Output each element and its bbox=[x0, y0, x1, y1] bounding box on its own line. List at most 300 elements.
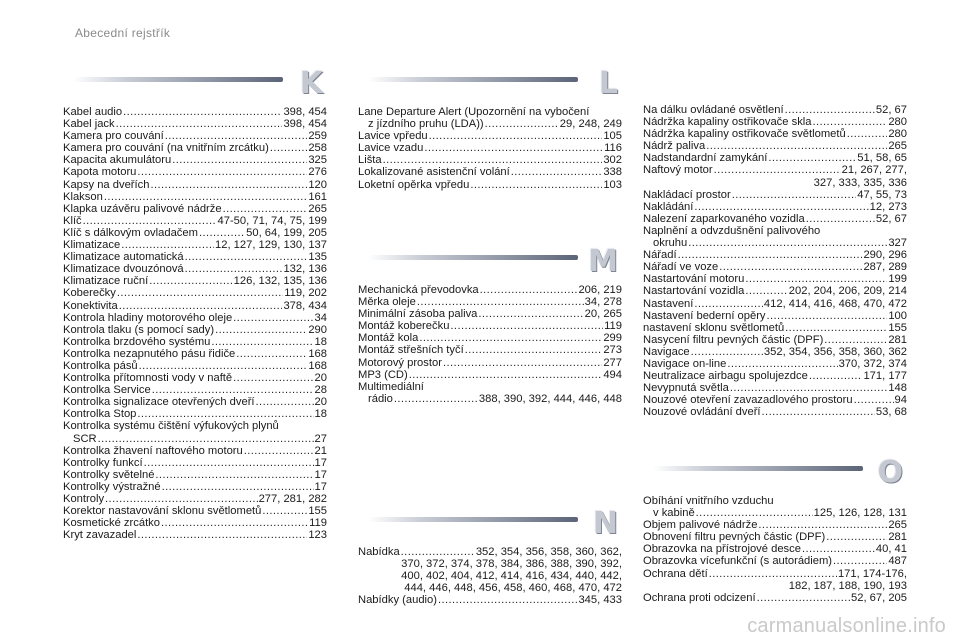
index-pages: 20 bbox=[314, 372, 327, 385]
dot-leader bbox=[714, 164, 841, 176]
index-term: Nastartování vozidla bbox=[643, 285, 745, 298]
dot-leader bbox=[802, 543, 875, 555]
index-pages: 161 bbox=[308, 190, 327, 203]
index-term: Navigace on-line bbox=[643, 357, 727, 370]
index-term: Lane Departure Alert (Upozornění na vybočení bbox=[358, 106, 590, 118]
index-entry bbox=[358, 296, 622, 308]
dot-leader bbox=[767, 310, 888, 322]
index-pages: 52, 67 bbox=[875, 104, 907, 116]
dot-leader bbox=[719, 261, 862, 273]
dot-leader bbox=[824, 334, 887, 346]
index-term: Nastavení bederní opěry bbox=[643, 309, 766, 322]
index-term: Montáž koberečku bbox=[358, 320, 450, 333]
heading-bar bbox=[73, 77, 283, 82]
index-entry bbox=[643, 152, 907, 164]
index-entry bbox=[358, 106, 622, 118]
index-term: Multimediální bbox=[358, 380, 424, 393]
index-entry bbox=[63, 203, 327, 215]
index-pages: 370, 372, 374 bbox=[838, 357, 907, 370]
index-pages: 258 bbox=[308, 142, 327, 155]
index-pages: 132, 136 bbox=[283, 263, 327, 276]
index-term: Kapacita akumulátoru bbox=[63, 154, 172, 167]
index-pages: 50, 64, 199, 205 bbox=[246, 226, 327, 239]
dot-leader bbox=[854, 394, 894, 406]
index-term: Korektor nastavování sklonu světlometů bbox=[63, 505, 262, 518]
index-term: Ochrana dětí bbox=[643, 567, 708, 580]
dot-leader bbox=[150, 179, 307, 191]
index-term: Kontrolky světelné bbox=[63, 468, 155, 481]
index-entry bbox=[63, 300, 327, 312]
index-term: Klapka uzávěru palivové nádrže bbox=[63, 202, 222, 215]
index-term: Kabel jack bbox=[63, 118, 115, 131]
entry-list bbox=[358, 284, 622, 405]
index-pages: 494 bbox=[603, 368, 622, 381]
index-entry-continuation: 444, 446, 448, 456, 458, 460, 468, 470, 472 bbox=[404, 582, 622, 595]
index-pages: 29, 248, 249 bbox=[559, 118, 622, 131]
index-term: Kontrolky funkcí bbox=[63, 456, 143, 469]
index-entry bbox=[643, 507, 907, 519]
dot-leader bbox=[438, 594, 577, 606]
index-term: z jízdního pruhu (LDA)) bbox=[368, 118, 484, 131]
index-term: v kabině bbox=[653, 507, 695, 520]
dot-leader bbox=[417, 296, 584, 308]
dot-leader bbox=[155, 469, 313, 481]
index-entry bbox=[63, 142, 327, 154]
dot-leader bbox=[768, 152, 856, 164]
index-entry bbox=[63, 445, 327, 457]
dot-leader bbox=[172, 154, 307, 166]
dot-leader bbox=[429, 130, 603, 142]
dot-leader bbox=[233, 372, 313, 384]
entry-list bbox=[358, 106, 622, 191]
index-pages: 280 bbox=[888, 116, 907, 129]
index-entry bbox=[643, 261, 907, 273]
index-pages: 302 bbox=[603, 154, 622, 167]
dot-leader bbox=[809, 370, 863, 382]
index-pages: 12, 127, 129, 130, 137 bbox=[215, 239, 327, 252]
index-term: Klimatizace dvouzónová bbox=[63, 263, 184, 276]
dot-leader bbox=[161, 517, 308, 529]
index-pages: 120 bbox=[308, 178, 327, 191]
index-entry bbox=[643, 382, 907, 394]
dot-leader bbox=[691, 346, 763, 358]
index-entry bbox=[358, 594, 622, 606]
index-term: Na dálku ovládané osvětlení bbox=[643, 104, 784, 116]
index-term: Obrazovka vícefunkční (s autorádiem) bbox=[643, 555, 833, 568]
index-entry bbox=[643, 213, 907, 225]
index-entry bbox=[63, 154, 327, 166]
index-pages: 277 bbox=[603, 356, 622, 369]
index-pages: 273 bbox=[603, 344, 622, 357]
index-pages: 155 bbox=[888, 321, 907, 334]
index-entry bbox=[643, 495, 907, 507]
index-pages: 281 bbox=[888, 333, 907, 346]
index-pages: 18 bbox=[314, 408, 327, 421]
index-term: Lišta bbox=[358, 154, 382, 167]
index-term: Lavice vzadu bbox=[358, 142, 424, 155]
index-entry bbox=[63, 179, 327, 191]
dot-leader bbox=[152, 384, 314, 396]
index-pages: 168 bbox=[308, 359, 327, 372]
index-entry-continuation: 370, 372, 374, 378, 384, 386, 388, 390, 392, bbox=[401, 558, 622, 571]
index-term: Montáž střešních tyčí bbox=[358, 344, 464, 357]
index-term: Kontrolka pásů bbox=[63, 359, 138, 372]
index-entry bbox=[358, 369, 622, 381]
dot-leader bbox=[688, 237, 887, 249]
index-entry bbox=[63, 457, 327, 469]
index-term: SCR bbox=[73, 432, 97, 445]
dot-leader bbox=[199, 227, 245, 239]
dot-leader bbox=[785, 322, 887, 334]
index-pages: 100 bbox=[888, 309, 907, 322]
dot-leader bbox=[806, 213, 875, 225]
index-term: Kapota motoru bbox=[63, 166, 137, 179]
index-pages: 398, 454 bbox=[283, 118, 327, 131]
index-entry bbox=[358, 357, 622, 369]
index-entry-continuation: 327, 333, 335, 336 bbox=[813, 176, 907, 189]
index-pages: 119 bbox=[309, 517, 327, 530]
index-term: Minimální zásoba paliva bbox=[358, 308, 478, 321]
index-pages: 155 bbox=[308, 505, 327, 518]
index-entry bbox=[358, 166, 622, 178]
index-term: Kontrolka žhavení naftového motoru bbox=[63, 444, 243, 457]
section-letter: N bbox=[592, 506, 618, 541]
dot-leader bbox=[694, 298, 763, 310]
section-n-continued bbox=[643, 72, 907, 418]
index-term: Obíhání vnitřního vzduchu bbox=[643, 495, 774, 507]
dot-leader bbox=[696, 507, 813, 519]
index-pages: 18 bbox=[314, 335, 327, 348]
index-pages: 487 bbox=[888, 555, 907, 568]
index-entry bbox=[643, 104, 907, 116]
index-term: Kontrolka Service bbox=[63, 384, 151, 397]
index-pages: 352, 354, 356, 358, 360, 362, bbox=[475, 546, 622, 558]
index-pages: 199 bbox=[888, 273, 907, 286]
index-pages: 148 bbox=[888, 382, 907, 395]
index-term: Montáž kola bbox=[358, 332, 419, 345]
index-term: Konektivita bbox=[63, 299, 118, 312]
index-entry bbox=[643, 128, 907, 140]
index-entry bbox=[63, 324, 327, 336]
index-pages: 259 bbox=[308, 130, 327, 143]
dot-leader bbox=[678, 249, 863, 261]
index-pages: 47-50, 71, 74, 75, 199 bbox=[217, 214, 327, 227]
index-entry bbox=[63, 312, 327, 324]
index-entry bbox=[63, 348, 327, 360]
dot-leader bbox=[137, 166, 307, 178]
index-entry bbox=[358, 393, 622, 405]
index-term: Naftový motor bbox=[643, 164, 713, 177]
index-pages: 338 bbox=[603, 166, 622, 179]
index-term: Nabídky (audio) bbox=[358, 594, 437, 607]
dot-leader bbox=[139, 360, 308, 372]
index-term: Nářadí ve voze bbox=[643, 261, 719, 274]
section-l bbox=[358, 66, 622, 191]
index-pages: 20, 265 bbox=[584, 308, 622, 321]
index-pages: 412, 414, 416, 468, 470, 472 bbox=[763, 297, 907, 310]
letter-heading-m bbox=[358, 244, 622, 279]
index-entry bbox=[63, 275, 327, 287]
section-n bbox=[358, 506, 622, 607]
dot-leader bbox=[694, 201, 868, 213]
index-entry bbox=[63, 106, 327, 118]
index-term: Nádržka kapaliny ostřikovače skla bbox=[643, 116, 812, 129]
index-term: Kabel audio bbox=[63, 106, 123, 118]
index-entry bbox=[643, 531, 907, 543]
dot-leader bbox=[233, 312, 313, 324]
index-entry bbox=[358, 381, 622, 393]
index-entry bbox=[63, 396, 327, 408]
index-entry bbox=[63, 493, 327, 505]
index-term: Klimatizace bbox=[63, 239, 121, 252]
dot-leader bbox=[104, 191, 308, 203]
index-term: Kamera pro couvání (na vnitřním zrcátku) bbox=[63, 142, 269, 155]
section-letter: O bbox=[877, 455, 903, 490]
index-term: Lavice vpředu bbox=[358, 130, 428, 143]
dot-leader bbox=[745, 273, 887, 285]
index-term: Nastartování motoru bbox=[643, 273, 745, 286]
index-term: Klakson bbox=[63, 190, 103, 203]
index-pages: 345, 433 bbox=[578, 594, 622, 607]
index-pages: 116 bbox=[604, 142, 622, 155]
index-entry bbox=[358, 546, 622, 558]
index-entry bbox=[63, 215, 327, 227]
index-entry bbox=[643, 370, 907, 382]
index-entry bbox=[643, 334, 907, 346]
index-term: Kapsy na dveřích bbox=[63, 178, 150, 191]
dot-leader bbox=[762, 406, 875, 418]
dot-leader bbox=[270, 142, 308, 154]
dot-leader bbox=[162, 481, 314, 493]
index-entry bbox=[643, 543, 907, 555]
index-pages: 52, 67, 205 bbox=[851, 591, 907, 604]
index-entry bbox=[63, 384, 327, 396]
index-entry bbox=[63, 529, 327, 541]
index-pages: 265 bbox=[308, 202, 327, 215]
index-pages: 51, 58, 65 bbox=[857, 152, 907, 165]
index-entry bbox=[643, 358, 907, 370]
index-entry bbox=[63, 505, 327, 517]
dot-leader bbox=[757, 592, 850, 604]
index-entry bbox=[63, 336, 327, 348]
index-pages: 276 bbox=[308, 166, 327, 179]
index-entry bbox=[358, 154, 622, 166]
dot-leader bbox=[730, 382, 888, 394]
section-letter: M bbox=[588, 244, 618, 279]
index-entry bbox=[63, 481, 327, 493]
dot-leader bbox=[383, 154, 603, 166]
index-entry bbox=[643, 406, 907, 418]
index-pages: 202, 204, 206, 209, 214 bbox=[788, 285, 907, 298]
dot-leader bbox=[244, 445, 314, 457]
index-term: Lokalizované asistenční volání bbox=[358, 166, 510, 179]
index-entry bbox=[63, 251, 327, 263]
index-entry bbox=[643, 273, 907, 285]
index-entry bbox=[63, 517, 327, 529]
index-pages: 20 bbox=[314, 396, 327, 409]
heading-bar bbox=[368, 255, 578, 260]
index-term: Nářadí bbox=[643, 249, 677, 262]
index-entry bbox=[63, 433, 327, 445]
dot-leader bbox=[813, 116, 888, 128]
section-o bbox=[643, 455, 907, 604]
index-entry bbox=[643, 285, 907, 297]
entry-list bbox=[643, 495, 907, 604]
index-entry bbox=[643, 225, 907, 237]
index-entry bbox=[643, 237, 907, 249]
index-entry bbox=[643, 568, 907, 580]
index-pages: 325 bbox=[308, 154, 327, 167]
section-letter: K bbox=[299, 66, 323, 101]
index-entry bbox=[63, 191, 327, 203]
dot-leader bbox=[401, 546, 475, 558]
index-term: Klimatizace automatická bbox=[63, 251, 184, 264]
index-entry bbox=[643, 164, 907, 176]
index-pages: 53, 68 bbox=[875, 406, 907, 419]
dot-leader bbox=[709, 568, 837, 580]
index-entry bbox=[643, 519, 907, 531]
index-entry bbox=[643, 201, 907, 213]
index-pages: 103 bbox=[603, 178, 622, 191]
index-entry bbox=[63, 287, 327, 299]
index-term: Nádrž paliva bbox=[643, 140, 706, 153]
dot-leader bbox=[262, 505, 307, 517]
index-term: Kontrolka nezapnutého pásu řidiče bbox=[63, 347, 236, 360]
dot-leader bbox=[443, 357, 602, 369]
index-term: rádio bbox=[368, 392, 393, 405]
index-pages: 119 bbox=[604, 320, 622, 333]
dot-leader bbox=[185, 251, 308, 263]
index-pages: 21 bbox=[314, 444, 327, 457]
index-pages: 171, 174-176, bbox=[837, 567, 907, 580]
index-pages: 105 bbox=[603, 130, 622, 143]
dot-leader bbox=[785, 104, 875, 116]
index-term: MP3 (CD) bbox=[358, 368, 408, 381]
index-term: Kontrolka přítomnosti vody v naftě bbox=[63, 372, 233, 385]
index-term: Objem palivové nádrže bbox=[643, 519, 758, 532]
index-term: Klíč s dálkovým ovladačem bbox=[63, 226, 198, 239]
dot-leader bbox=[833, 555, 887, 567]
entry-list bbox=[358, 546, 622, 606]
index-entry bbox=[63, 166, 327, 178]
index-pages: 280 bbox=[888, 128, 907, 141]
dot-leader bbox=[223, 203, 308, 215]
index-entry bbox=[358, 142, 622, 154]
index-term: Kontrolka Stop bbox=[63, 408, 137, 421]
index-term: Nabídka bbox=[358, 546, 400, 558]
index-entry bbox=[63, 360, 327, 372]
index-term: Kontrolka signalizace otevřených dveří bbox=[63, 396, 255, 409]
index-pages: 47, 55, 73 bbox=[857, 188, 907, 201]
index-entry bbox=[358, 344, 622, 356]
heading-bar bbox=[368, 77, 578, 82]
index-term: Obrazovka na přístrojové desce bbox=[643, 543, 801, 556]
dot-leader bbox=[116, 118, 283, 130]
index-entry bbox=[358, 308, 622, 320]
index-entry bbox=[643, 249, 907, 261]
index-pages: 52, 67 bbox=[875, 212, 907, 225]
index-pages: 125, 126, 128, 131 bbox=[813, 507, 907, 520]
dot-leader bbox=[137, 529, 307, 541]
dot-leader bbox=[465, 344, 603, 356]
index-entry bbox=[643, 189, 907, 201]
section-k bbox=[63, 66, 327, 542]
index-pages: 287, 289 bbox=[863, 261, 907, 274]
index-term: Neutralizace airbagu spolujezdce bbox=[643, 370, 808, 383]
index-entry bbox=[63, 130, 327, 142]
index-term: Kamera pro couvání bbox=[63, 130, 164, 143]
index-term: okruhu bbox=[653, 237, 688, 250]
index-term: Nouzové ovládání dveří bbox=[643, 406, 761, 419]
letter-heading-o bbox=[643, 455, 907, 490]
index-term: Nadstandardní zamykání bbox=[643, 152, 768, 165]
index-term: Nastavení bbox=[643, 297, 694, 310]
page-header: Abecední rejstřík bbox=[75, 26, 171, 40]
index-pages: 281 bbox=[888, 531, 907, 544]
dot-leader bbox=[826, 531, 887, 543]
index-entry-continuation: 400, 402, 404, 412, 414, 416, 434, 440, 442, bbox=[401, 570, 622, 583]
dot-leader bbox=[215, 324, 307, 336]
index-pages: 135 bbox=[308, 251, 327, 264]
index-pages: 34 bbox=[314, 311, 327, 324]
dot-leader bbox=[121, 239, 214, 251]
index-term: Loketní opěrka vpředu bbox=[358, 178, 470, 191]
dot-leader bbox=[394, 393, 478, 405]
dot-leader bbox=[732, 189, 857, 201]
index-pages: 290, 296 bbox=[863, 249, 907, 262]
index-pages: 21, 267, 277, bbox=[841, 164, 907, 177]
index-pages: 378, 434 bbox=[283, 299, 327, 312]
index-term: Kontrola tlaku (s pomocí sady) bbox=[63, 323, 215, 336]
section-m bbox=[358, 244, 622, 405]
index-pages: 299 bbox=[603, 332, 622, 345]
index-term: Nevypnutá světla bbox=[643, 382, 729, 395]
index-pages: 327 bbox=[888, 237, 907, 250]
letter-heading-l bbox=[358, 66, 622, 101]
dot-leader bbox=[511, 166, 603, 178]
dot-leader bbox=[847, 128, 888, 140]
dot-leader bbox=[119, 300, 283, 312]
index-pages: 206, 219 bbox=[578, 284, 622, 296]
index-entry bbox=[358, 320, 622, 332]
index-pages: 265 bbox=[888, 140, 907, 153]
index-term: nastavení sklonu světlometů bbox=[643, 321, 785, 334]
index-term: Nakládání bbox=[643, 200, 694, 213]
dot-leader bbox=[485, 118, 559, 130]
dot-leader bbox=[123, 106, 282, 118]
section-letter: L bbox=[598, 66, 618, 101]
index-entry bbox=[358, 118, 622, 130]
index-entry bbox=[643, 140, 907, 152]
index-term: Nádržka kapaliny ostřikovače světlometů bbox=[643, 128, 846, 141]
dot-leader bbox=[419, 332, 602, 344]
index-term: Motorový prostor bbox=[358, 356, 442, 369]
heading-bar bbox=[653, 466, 863, 471]
dot-leader bbox=[137, 408, 313, 420]
index-entry bbox=[63, 420, 327, 432]
index-pages: 352, 354, 356, 358, 360, 362 bbox=[763, 345, 907, 358]
index-pages: 94 bbox=[894, 394, 907, 407]
index-pages: 388, 390, 392, 444, 446, 448 bbox=[478, 392, 622, 405]
dot-leader bbox=[211, 336, 313, 348]
index-entry bbox=[63, 227, 327, 239]
dot-leader bbox=[236, 348, 307, 360]
dot-leader bbox=[105, 493, 258, 505]
index-entry bbox=[643, 322, 907, 334]
index-pages: 28 bbox=[314, 384, 327, 397]
index-term: Nakládací prostor bbox=[643, 188, 731, 201]
letter-heading-n bbox=[358, 506, 622, 541]
